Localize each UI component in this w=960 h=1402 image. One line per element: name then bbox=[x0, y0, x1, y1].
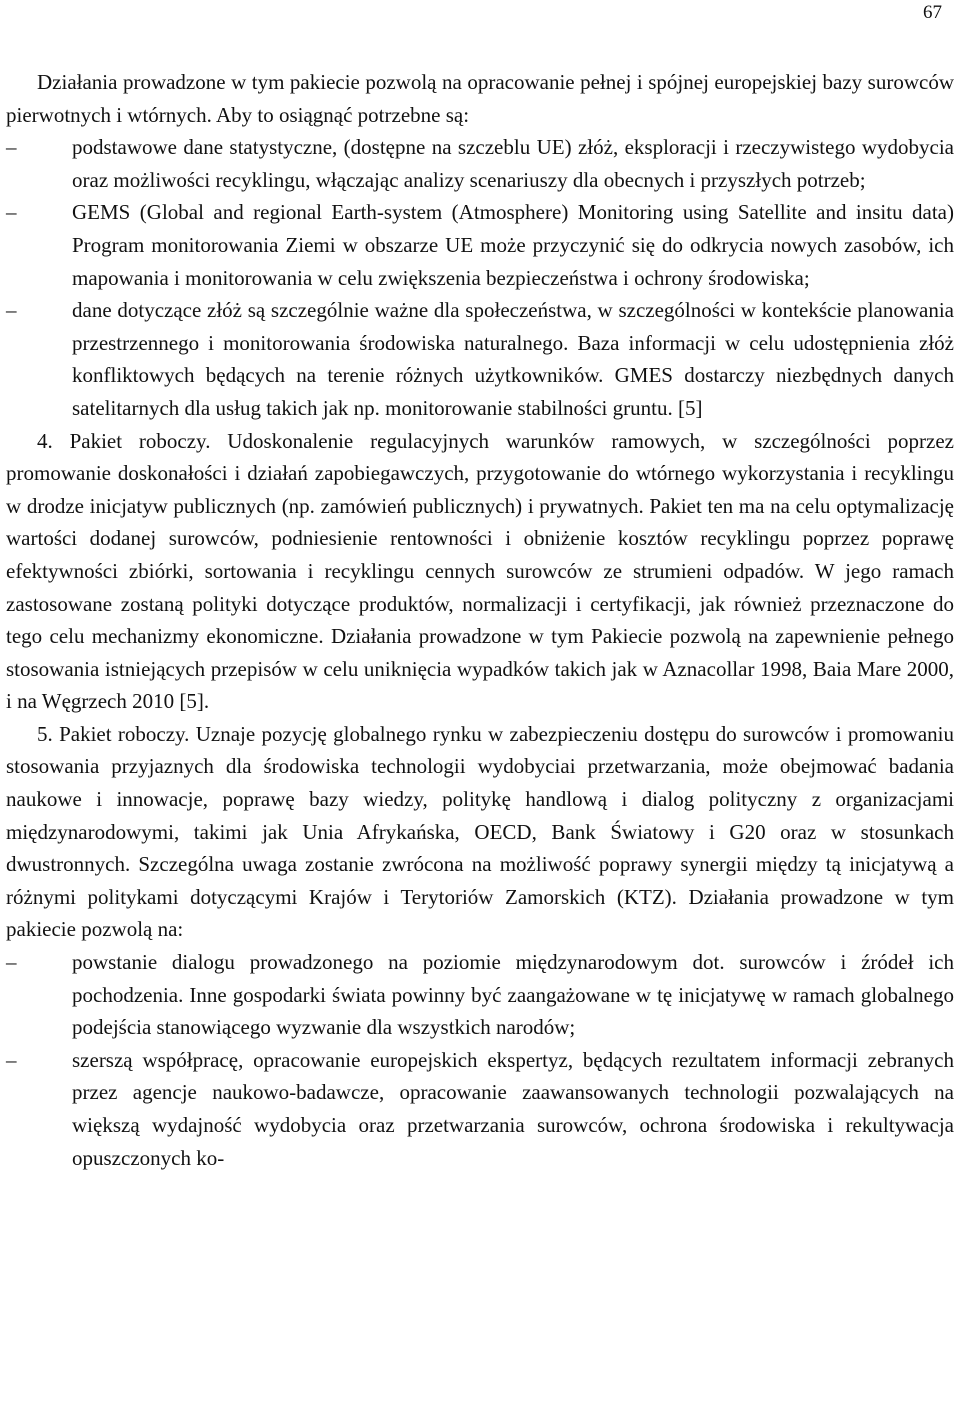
list-item-text: dane dotyczące złóż są szczególnie ważne dla społeczeństwa, w szczególności w kontekście planowania przestrzennego i monitorowania środowiska naturalnego. Baza informacji w celu udostępnienia złóż konfliktowych będących na terenie różnych użytkowników. GMES dostarczy niezbędnych danych satelitarnych dla usług takich jak np. monitorowanie stabilności gruntu. [5] bbox=[72, 298, 954, 420]
list-item bbox=[6, 131, 954, 196]
paragraph-intro: Działania prowadzone w tym pakiecie pozwolą na opracowanie pełnej i spójnej europejskiej bazy surowców pierwotnych i wtórnych. Aby to osiągnąć potrzebne są: bbox=[6, 70, 954, 127]
paragraph-work-package-5: 5. Pakiet roboczy. Uznaje pozycję globalnego rynku w zabezpieczeniu dostępu do surowców i promowaniu stosowania przyjaznych dla środowiska technologii wydobyciai przetwarzania, może obejmować badania naukowe i innowacje, poprawę bazy wiedzy, politykę handlową i dialog polityczny z organizacjami międzynarodowymi, takimi jak Unia Afrykańska, OECD, Bank Światowy i G20 oraz w stosunkach dwustronnych. Szczególna uwaga zostanie zwrócona na możliwość poprawy synergii między tą inicjatywą a różnymi politykami dotyczącymi Krajów i Terytoriów Zamorskich (KTZ). Działania prowadzone w tym pakiecie pozwolą na: bbox=[6, 721, 954, 942]
list-item-text: GEMS (Global and regional Earth-system (Atmosphere) Monitoring using Satellite and insitu data) Program monitorowania Ziemi w obszarze UE może przyczynić się do odkrycia nowych zasobów, ich mapowania i monitorowania w celu zwiększenia bezpieczeństwa i ochrony środowiska; bbox=[72, 200, 954, 290]
document-body bbox=[6, 66, 954, 1174]
list-item-text: powstanie dialogu prowadzonego na poziomie międzynarodowym dot. surowców i źródeł ich pochodzenia. Inne gospodarki świata powinny być zaangażowane w tę inicjatywę w ramach globalnego podejścia stanowiącego wyzwanie dla wszystkich narodów; bbox=[72, 950, 954, 1040]
list-item-text: szerszą współpracę, opracowanie europejskich ekspertyz, będących rezultatem informacji zebranych przez agencje naukowo-badawcze, opracowanie zaawansowanych technologii pozwalających na większą wydajność wydobycia oraz przetwarzania surowców, ochrona środowiska i rekultywacja opuszczonych ko- bbox=[72, 1047, 954, 1170]
bullet-list-actions bbox=[6, 946, 954, 1174]
dash-bullet: – bbox=[6, 1047, 17, 1072]
dash-bullet: – bbox=[6, 950, 17, 975]
dash-bullet: – bbox=[6, 135, 17, 160]
bullet-list-data-needs bbox=[6, 131, 954, 424]
list-item bbox=[6, 1044, 954, 1174]
list-item bbox=[6, 294, 954, 424]
list-item bbox=[6, 946, 954, 1044]
list-item bbox=[6, 196, 954, 294]
list-item-text: podstawowe dane statystyczne, (dostępne na szczeblu UE) złóż, eksploracji i rzeczywistego wydobycia oraz możliwości recyklingu, włączając analizy scenariuszy dla obecnych i przyszłych potrzeb; bbox=[72, 135, 954, 192]
paragraph-work-package-4: 4. Pakiet roboczy. Udoskonalenie regulacyjnych warunków ramowych, w szczególności poprzez promowanie doskonałości i działań zapobiegawczych, przygotowanie do wtórnego wykorzystania i recyklingu w drodze inicjatyw publicznych (np. zamówień publicznych) i prywatnych. Pakiet ten ma na celu optymalizację wartości dodanej surowców, podniesienie rentowności i obniżenie kosztów recyklingu poprzez poprawę efektywności zbiórki, sortowania i recyklingu cennych surowców ze strumieni odpadów. W jego ramach zastosowane zostaną polityki dotyczące produktów, normalizacji i certyfikacji, jak również przeznaczone do tego celu mechanizmy ekonomiczne. Działania prowadzone w tym Pakiecie pozwolą na zapewnienie pełnego stosowania istniejących przepisów w celu uniknięcia wypadków takich jak w Aznacollar 1998, Baia Mare 2000, i na Węgrzech 2010 [5]. bbox=[6, 428, 954, 714]
dash-bullet: – bbox=[6, 298, 17, 323]
dash-bullet: – bbox=[6, 200, 17, 225]
page-number: 67 bbox=[923, 2, 942, 23]
